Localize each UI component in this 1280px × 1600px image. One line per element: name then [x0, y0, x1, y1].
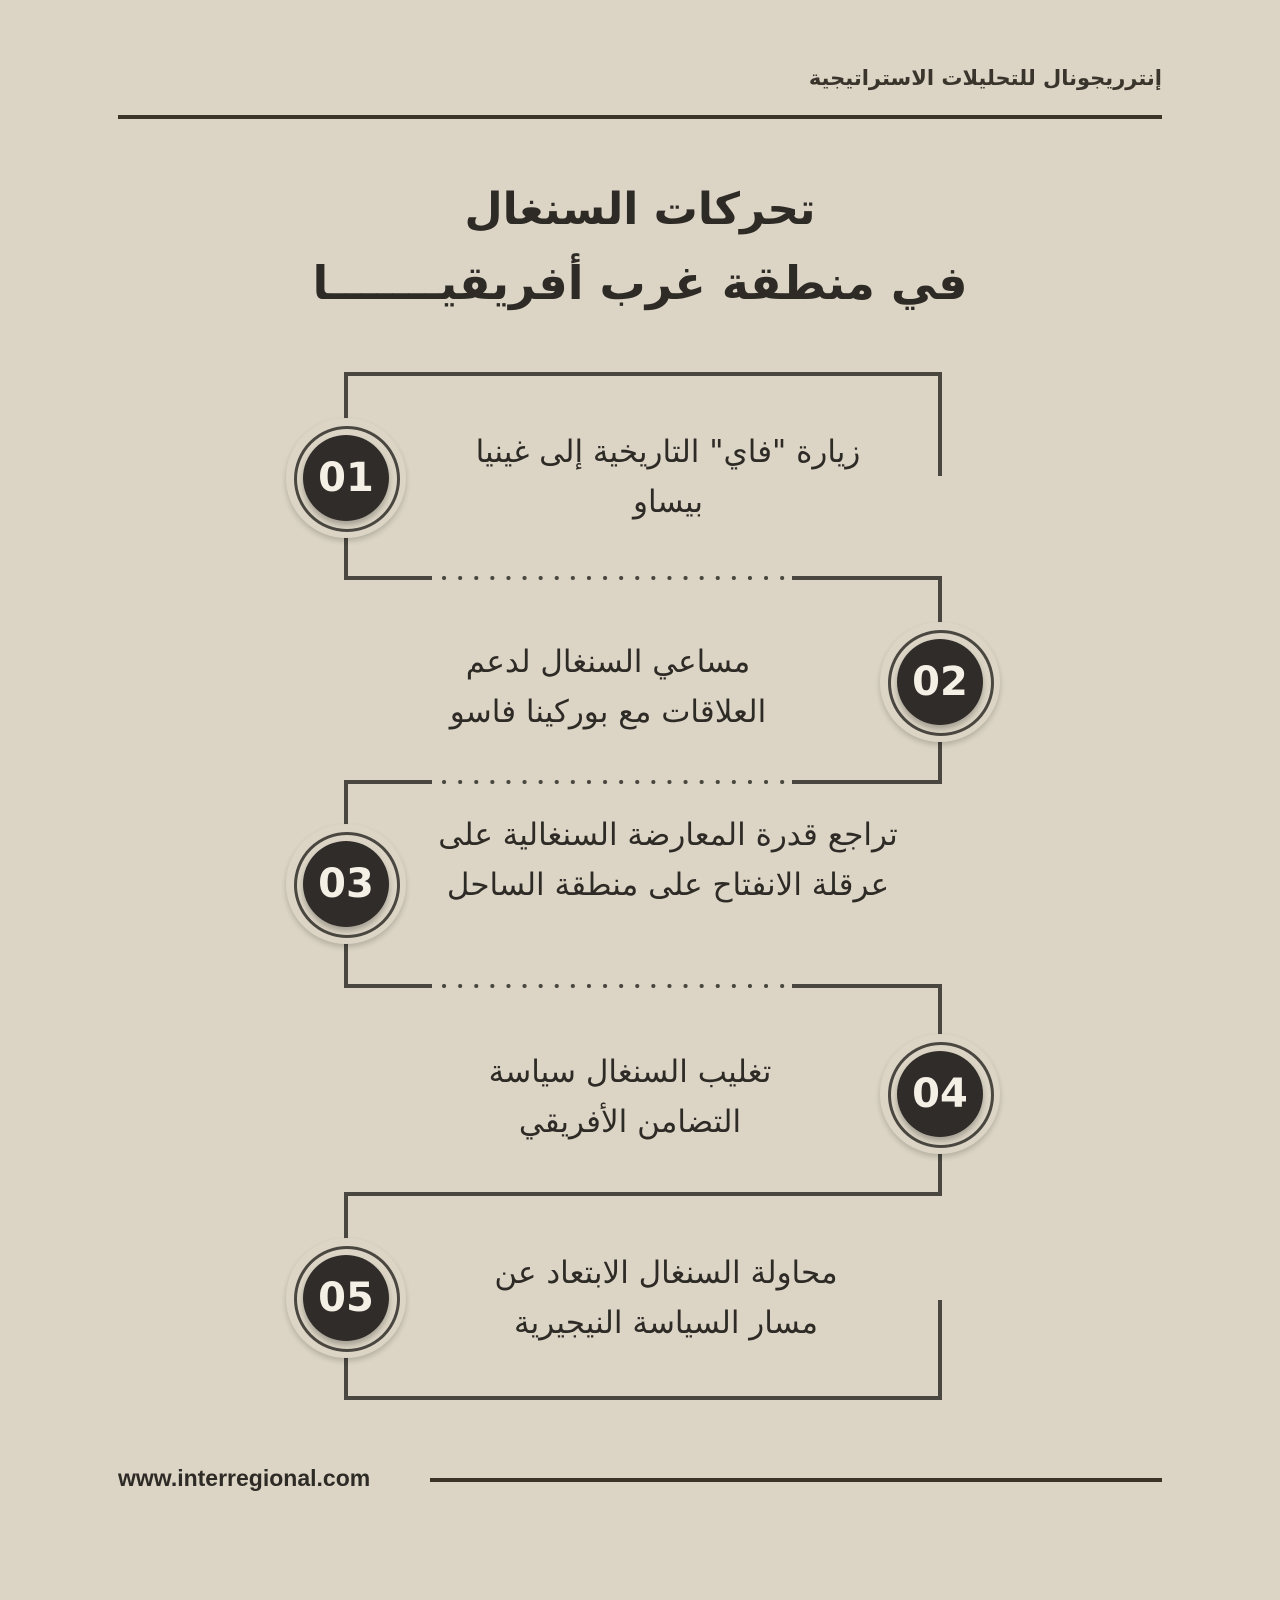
step-text-4: تغليب السنغال سياسة التضامن الأفريقي [488, 1054, 772, 1140]
step-number-5: 05 [303, 1255, 389, 1341]
frame-segment-4 [346, 938, 940, 1036]
page-title-line-1: تحركات السنغال [464, 184, 816, 235]
step-text-3: تراجع قدرة المعارضة السنغالية على عرقلة الانفتاح على منطقة الساحل [438, 817, 898, 903]
step-text-2: مساعي السنغال لدعم العلاقات مع بوركينا فاسو [449, 644, 767, 730]
step-badge-1 [286, 418, 406, 538]
frame-segment-2 [346, 530, 940, 628]
step-number-1: 01 [303, 435, 389, 521]
step-badge-4 [880, 1034, 1000, 1154]
step-badge-2 [880, 622, 1000, 742]
step-number-3: 03 [303, 841, 389, 927]
page-title-line-2: في منطقة غرب أفريقيـــــــا [312, 256, 968, 310]
step-number-4: 04 [897, 1051, 983, 1137]
footer-divider [430, 1478, 1162, 1482]
step-text-5: محاولة السنغال الابتعاد عن مسار السياسة النيجيرية [494, 1255, 838, 1341]
step-badge-5 [286, 1238, 406, 1358]
brand-name: إنترريجونال للتحليلات الاستراتيجية [808, 66, 1162, 90]
frame-segment-5 [346, 1144, 940, 1240]
step-number-2: 02 [897, 639, 983, 725]
step-text-1: زيارة "فاي" التاريخية إلى غينيا بيساو [475, 434, 861, 520]
step-badge-3 [286, 824, 406, 944]
website-link[interactable]: www.interregional.com [118, 1465, 371, 1491]
